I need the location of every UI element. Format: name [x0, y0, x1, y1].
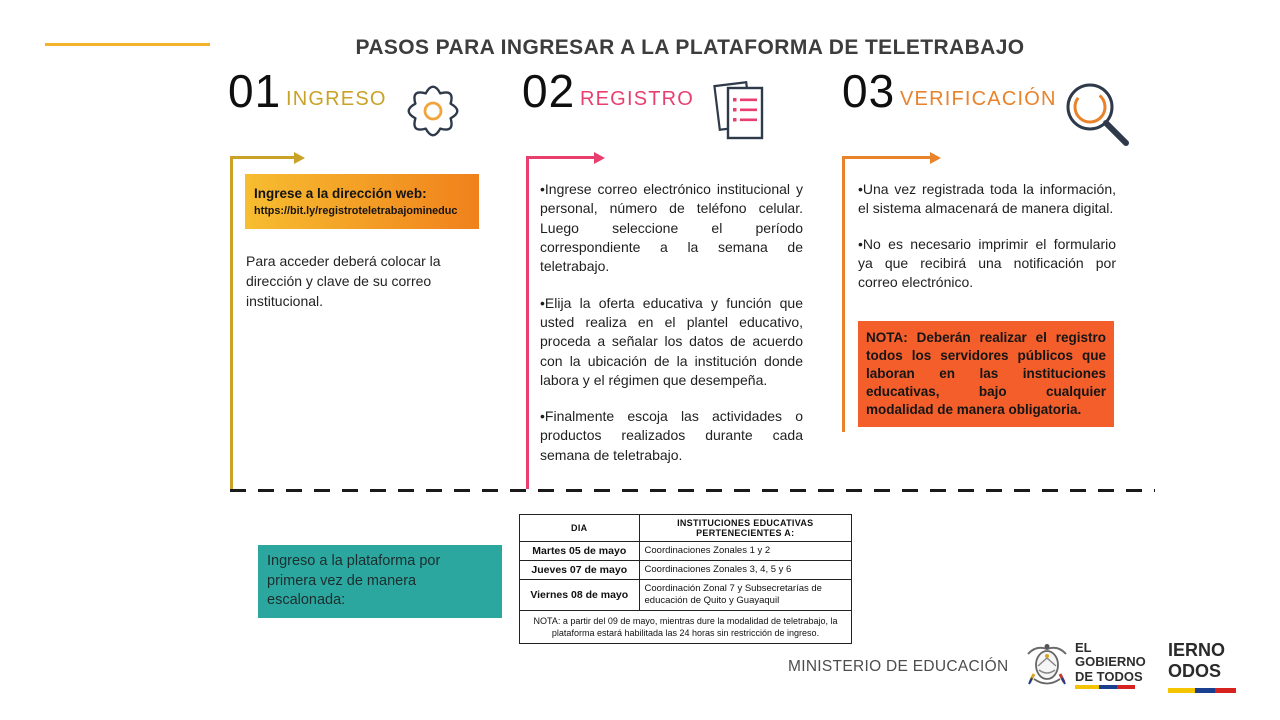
bullet-item: •No es necesario imprimir el formulario ya que recibirá una notificación por correo electrónico. [858, 235, 1116, 291]
step-3-label: VERIFICACIÓN [900, 88, 1057, 110]
table-cell-institutions: Coordinación Zonal 7 y Subsecretarías de educación de Quito y Guayaquil [639, 580, 851, 611]
step-3-arrow [842, 156, 930, 159]
clipped-logo-line: IERNO [1168, 640, 1226, 660]
schedule-table [519, 514, 852, 644]
step-1-description: Para acceder deberá colocar la dirección y clave de su correo institucional. [246, 253, 441, 309]
step-2-arrowhead-icon [594, 152, 605, 164]
table-cell-institutions: Coordinaciones Zonales 1 y 2 [639, 542, 851, 561]
magnifier-icon [1056, 76, 1134, 155]
step-3-guide-line [842, 156, 845, 432]
flag-yellow-stripe [1168, 688, 1195, 693]
flag-blue-stripe [1195, 688, 1216, 693]
step-1-number: 01 [228, 65, 282, 117]
nota-highlight-box: NOTA: Deberán realizar el registro todos los servidores públicos que laboran en las instituciones educativas, bajo cualquier modalidad de manera obligatoria. [858, 321, 1114, 427]
page-title: PASOS PARA INGRESAR A LA PLATAFORMA DE TELETRABAJO [355, 36, 1025, 59]
step-1-arrowhead-icon [294, 152, 305, 164]
step-2-guide-line [526, 156, 529, 489]
table-row [520, 580, 852, 611]
table-nota-row [520, 610, 852, 643]
bullet-item: •Finalmente escoja las actividades o productos realizados durante cada semana de teletrabajo. [540, 408, 803, 463]
table-row [520, 542, 852, 561]
step-1-guide-line [230, 156, 233, 489]
table-nota: NOTA: a partir del 09 de mayo, mientras dure la modalidad de teletrabajo, la plataforma estará habilitada las 24 horas sin restricción de ingreso. [520, 610, 852, 643]
table-header-dia: DIA [520, 515, 640, 542]
step-1-arrow [230, 156, 294, 159]
bullet-item: •Una vez registrada toda la información, el sistema almacenará de manera digital. [858, 181, 1116, 217]
flag-blue-stripe [1099, 685, 1117, 689]
gobierno-line: DE TODOS [1075, 668, 1143, 684]
table-header-instituciones: INSTITUCIONES EDUCATIVAS PERTENECIENTES A: [639, 515, 851, 542]
step-2-arrow [526, 156, 594, 159]
bullet-item: •Elija la oferta educativa y función que usted realiza en el plantel educativo, proceda a señalar los datos de acuerdo con la ubicación de la institución donde labora y el régimen que desempeña. [540, 294, 803, 388]
step-1-label: INGRESO [286, 88, 387, 110]
clipped-gobierno-logo-text [1168, 640, 1225, 682]
step-2-label: REGISTRO [580, 88, 695, 110]
step-2-number: 02 [522, 65, 576, 117]
top-accent-line [45, 43, 210, 46]
documents-icon [710, 76, 772, 153]
table-cell-institutions: Coordinaciones Zonales 3, 4, 5 y 6 [639, 561, 851, 580]
schedule-intro-box: Ingreso a la plataforma por primera vez de manera escalonada: [258, 545, 502, 618]
gear-icon [396, 78, 470, 149]
table-cell-day: Jueves 07 de mayo [520, 561, 640, 580]
dashed-divider [230, 489, 1155, 492]
gobierno-line: EL [1075, 640, 1092, 655]
flag-yellow-stripe [1075, 685, 1099, 689]
step-3-description [858, 180, 1116, 309]
step-2-description [540, 180, 803, 482]
table-row [520, 561, 852, 580]
flag-red-stripe [1117, 685, 1135, 689]
web-address-label: Ingrese a la dirección web: [254, 186, 427, 201]
gobierno-line: GOBIERNO [1075, 654, 1146, 670]
ecuador-flag-bar [1168, 688, 1236, 693]
bullet-item: •Ingrese correo electrónico institucional y personal, número de teléfono celular. Luego seleccione el período correspondiente a la semana de teletrabajo. [540, 181, 803, 275]
gobierno-logo-text [1075, 641, 1146, 684]
table-cell-day: Martes 05 de mayo [520, 542, 640, 561]
ecuador-coat-of-arms-icon [1022, 638, 1072, 693]
step-3-number: 03 [842, 65, 896, 117]
step-3-arrowhead-icon [930, 152, 941, 164]
flag-red-stripe [1215, 688, 1236, 693]
clipped-logo-line: ODOS [1168, 661, 1222, 682]
table-header-row [520, 515, 852, 542]
table-cell-day: Viernes 08 de mayo [520, 580, 640, 611]
registration-link[interactable]: https://bit.ly/registroteletrabajomineduc [254, 205, 458, 217]
ecuador-flag-bar [1075, 685, 1135, 689]
ministry-label: MINISTERIO DE EDUCACIÓN [788, 658, 1009, 675]
web-address-highlight-box [245, 174, 479, 229]
